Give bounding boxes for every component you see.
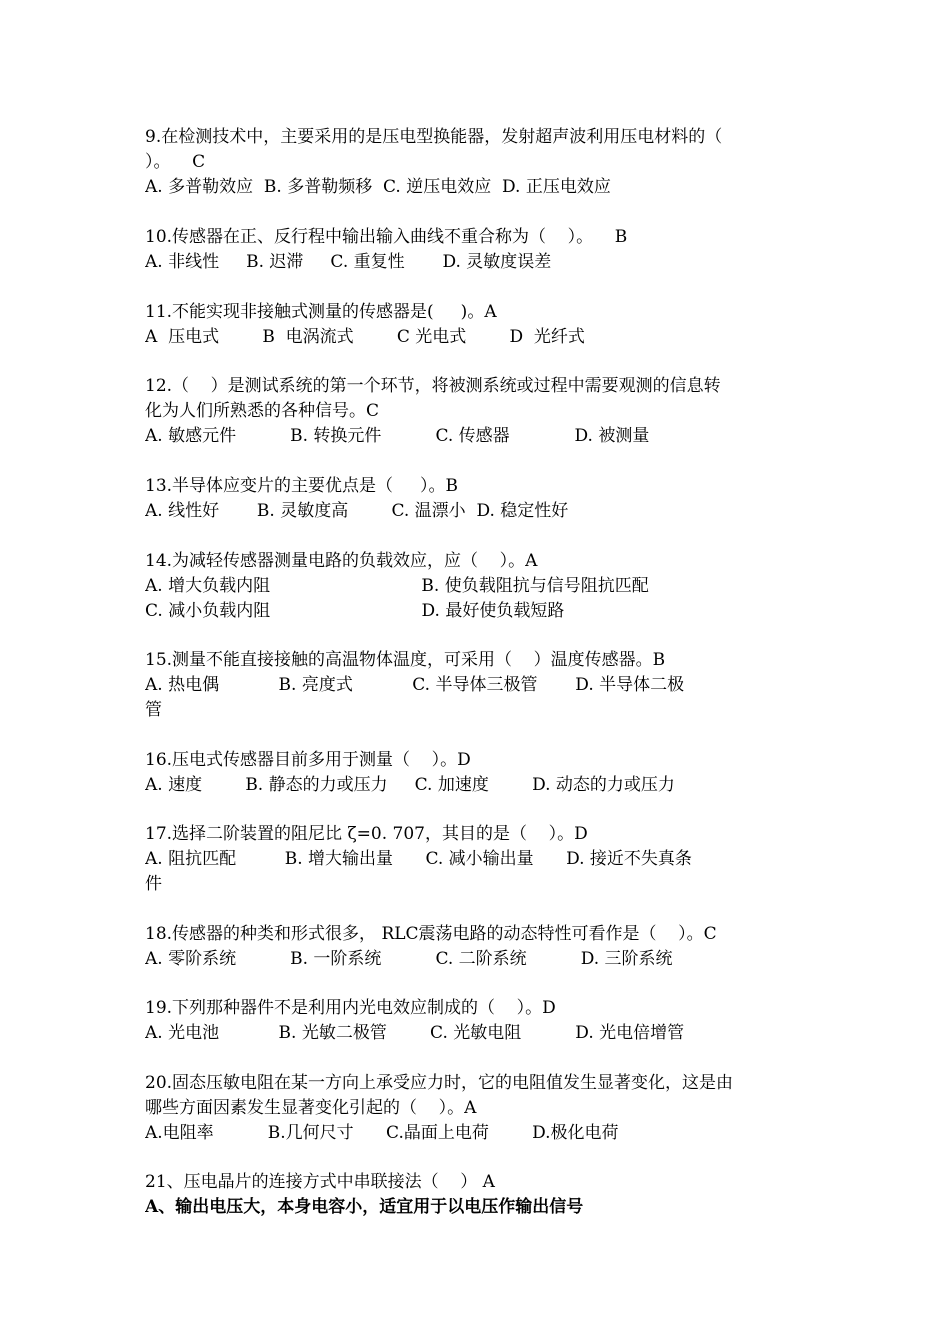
answer-options: A.电阻率 B.几何尺寸 C.晶面上电荷 D.极化电荷 [145,1123,619,1143]
question-21 [145,1170,810,1220]
question-stem: 21、压电晶片的连接方式中串联接法（ ） A [145,1172,495,1192]
question-13 [145,474,810,524]
question-stem: 9.在检测技术中，主要采用的是压电型换能器，发射超声波利用压电材料的（ [145,127,723,147]
question-stem: 15.测量不能直接接触的高温物体温度，可采用（ ）温度传感器。B [145,650,666,670]
answer-options-continued: 管 [145,700,162,720]
question-20 [145,1071,810,1146]
answer-options-row-2: C. 减小负载内阻 D. 最好使负载短路 [145,601,565,621]
question-stem: 10.传感器在正、反行程中输出输入曲线不重合称为（ ）。 B [145,227,628,247]
question-17 [145,822,810,897]
question-16 [145,748,810,798]
question-stem: 17.选择二阶装置的阻尼比 ζ=0. 707，其目的是（ ）。D [145,824,588,844]
answer-options: A 压电式 B 电涡流式 C 光电式 D 光纤式 [145,327,585,347]
question-stem-continued: 哪些方面因素发生显著变化引起的（ ）。A [145,1098,477,1118]
question-stem: 13.半导体应变片的主要优点是（ ）。B [145,476,459,496]
answer-option-a: A、输出电压大，本身电容小，适宜用于以电压作输出信号 [145,1197,584,1217]
question-stem: 20.固态压敏电阻在某一方向上承受应力时，它的电阻值发生显著变化，这是由 [145,1073,734,1093]
question-18 [145,922,810,972]
question-stem-continued: ）。 C [145,152,206,172]
answer-options: A. 速度 B. 静态的力或压力 C. 加速度 D. 动态的力或压力 [145,775,675,795]
answer-options: A. 热电偶 B. 亮度式 C. 半导体三极管 D. 半导体二极 [145,675,685,695]
question-12 [145,374,810,449]
answer-options: A. 零阶系统 B. 一阶系统 C. 二阶系统 D. 三阶系统 [145,949,673,969]
question-stem: 14.为减轻传感器测量电路的负载效应，应（ ）。A [145,551,538,571]
question-stem: 19.下列那种器件不是利用内光电效应制成的（ ）。D [145,998,556,1018]
answer-options: A. 敏感元件 B. 转换元件 C. 传感器 D. 被测量 [145,426,650,446]
answer-options: A. 多普勒效应 B. 多普勒频移 C. 逆压电效应 D. 正压电效应 [145,177,611,197]
question-11 [145,300,810,350]
question-14 [145,549,810,624]
question-stem: 11.不能实现非接触式测量的传感器是( )。A [145,302,497,322]
question-9 [145,125,810,200]
question-stem: 12.（ ）是测试系统的第一个环节，将被测系统或过程中需要观测的信息转 [145,376,721,396]
question-19 [145,996,810,1046]
question-15 [145,648,810,723]
answer-options-row-1: A. 增大负载内阻 B. 使负载阻抗与信号阻抗匹配 [145,576,649,596]
question-stem-continued: 化为人们所熟悉的各种信号。C [145,401,380,421]
question-10 [145,225,810,275]
answer-options: A. 阻抗匹配 B. 增大输出量 C. 减小输出量 D. 接近不失真条 [145,849,692,869]
question-stem: 18.传感器的种类和形式很多， RLC震荡电路的动态特性可看作是（ ）。C [145,924,717,944]
answer-options: A. 光电池 B. 光敏二极管 C. 光敏电阻 D. 光电倍增管 [145,1023,685,1043]
answer-options: A. 非线性 B. 迟滞 C. 重复性 D. 灵敏度误差 [145,252,552,272]
answer-options-continued: 件 [145,874,162,894]
answer-options: A. 线性好 B. 灵敏度高 C. 温漂小 D. 稳定性好 [145,501,569,521]
question-stem: 16.压电式传感器目前多用于测量（ ）。D [145,750,471,770]
